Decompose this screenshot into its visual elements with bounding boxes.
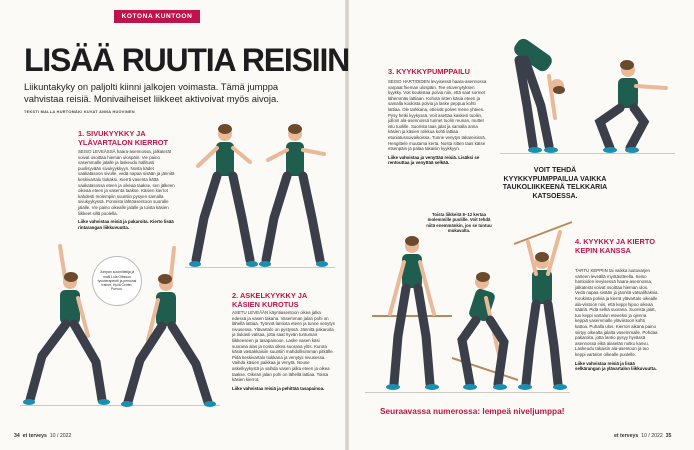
step-4-bold: Liike vahvistaa reisiä ja lisää selkärangan ja ylävartalon liikkuvuutta. [575,360,657,372]
floor-line [365,392,570,393]
credits: TEKSTI MALLA HURTOMÄKI KUVAT ANNA HUOVINEN [24,110,135,114]
footer-right [614,433,671,439]
next-issue-teaser: Seuraavassa numerossa: lempeä niveljumppa! [380,406,565,416]
step-2-body: ASETU LEVEÄÄN käyntiasentoon oikea jalka edessä ja vasen takana. Vasemman jalan pohi on lähellä lattiaa. Työnnä lantiota eteen ja tunne venytys nivusessa. Ylävartalo on pystyssä. Jännitä pakaroita ja tiukasti vatsaa, jotta saat hyvän tuntuman liikkeeseen ja tasapainoon. Laske vasen käsi suorana alas ja nosta oikea suorana ylös. Kurota käsiä vastakkaisiin suuntiin mahdollisimman pitkälle. Pidä keskivartalo tiukkana ja venytys nivusessa. Vaihda käsien paikkaa ja venytä. Nouse askelkyykystä ja vaihda vasen jalka eteen ja oikea taakse. Oikean jalan pohi on lähellä lattiaa. Toista käsien kierrot. [232,310,335,383]
exercise-3-photo-a [505,42,575,154]
step-2-title: 2. ASKELKYYKKY JA KÄSIEN KUROTUS [232,291,307,309]
step-4-body: TARTU KEPPIIN tai vaikka luutuvarjen varteen leveällä myötäotteella. Seiso hartioiden levyisessä haara-asennossa, jalkaterät voivat osoittaa hieman ulos. Vedä napaa sisään ja jännitä vatsalihaksia. Koukista polvia ja kierrä ylävartalo oikealle ala-viistoon niin, että keppi hipoo oikeaa sääriä. Pidä selkä suorana. Suorista jalat, tuo keppi vartalon eteeeksi ja ojenna keppiä vasemmalle yläviistoon kohti kattoa. Puhalla ulos. Kierron aikana paino siirtyy oikealta jalalta vasemmalle. Pohdaa pakaroita, jotta lantio pysyy hyvässä asennossa eikä alaselän notko kasvu. Laskeudu takaisin ala-asentoon ja tuo keppi vartalon oikealle puolelle. [575,268,659,357]
exercise-4-photo-a [372,232,452,392]
headline: LISÄÄ RUUTIA REISIIN [24,42,350,78]
step-4-text [575,268,659,372]
step-1-title: 1. SIVUKYYKKY JA YLÄVARTALON KIERROT [78,129,169,147]
trainer-bubble: Jumpan suunnittelija ja malli Lola Olbsson fysioterapeutti ja personal trainer, Hyvä Center, Porvoo. [92,256,142,306]
tip-callout: VOIT TEHDÄ KYYKKYPUMPPAILUA VAIKKA TAUKOLIIKKEENÄ TELKKARIA KATSOESSA. [502,167,608,200]
footer-left [14,433,71,439]
step-2-text [232,310,336,391]
step-1-body: SEISO LEVEÄSSÄ haara-asennossa, jalkaterät voivat osoittaa hieman ulospäin. Vie paino vasemmalle jalalle ja laskeudu hallitusti puolisyvään sivukyykkyyn. Nosta kädet vaakatasoon sivulle, vedä napaa sisään ja jännitä keskivartalo tiukaksi. Kierrä vasenta kättä vaakatasossa eteen ja oikeaa taakse, sen jälkeen oikeaa eteen ja vasenta taakse. Käsien kierrot kahdesti molempiin suuntiin pysyen samalla sivukyykyssä. Ponnista lähtöasentoon suoralle jalalle. Vie paino oikealle jalalle ja toista käsien liikkeet sillä puolella. [78,149,175,216]
issue-right: 10 / 2022 [641,433,663,439]
issue-left: 10 / 2022 [49,433,72,439]
page-number-right: 35 [665,433,672,439]
step-3-body: SEISO HARTIOIDEN levyisessä haara-asennossa varpaat hieman ulospäin. Tee etuvenytyksen kyykky. Voit koukistaa polvia niin, että saat sormet lähemmäs lattiaan. Kohota sitten käsia eteen ja samalla koukista polvia ja laske peppua kohti lattiaa. Ole tarkkana, etteivät polvet mene yhteen. Pysy hetki kyykyssä. Voit asettaa kaskesi tuoliin, jolloin ala-asennossa tunnet tuolin reunan, muttet istu tuolille. Suorista taas jalat ja samalla anna käsien ja käsien roikkua kohti lattiaa etuniatussuivaikoissa. Tunne venytys takareisissä. Hengittele muutama kerta. Nosta sitten taas kätse etsenpäin ja palaa takaisin kyykkyyn. [388,79,487,152]
step-1-bold: Liike vahvistaa reisiä ja pakaroita. Kierto lisää rintarangan liikkuvuutta. [78,219,174,230]
ingress-text: Liikuntakyky on paljolti kiinni jalkojen voimasta. Tämä jumppa vahvistaa reisiä. Monivaiheiset liikkeet aktivoivat myös aivoja. [24,81,279,104]
exercise-1-photo-b [262,122,332,268]
exercise-1-photo-a [190,122,260,268]
repeat-callout: Toista liikkeitä 8–12 kertaa molemmille puolille. Voit tehdä niitä enemmänkin, jos se tuntuu mukavalta. [426,212,492,234]
step-3-text [388,79,488,166]
exercise-2-photo-b [118,248,218,408]
step-1-text [78,149,176,230]
step-2-bold: Liike vahvistaa reisiä ja pehittää tasapainoa. [232,385,325,391]
step-4-title: 4. KYYKKY JA KIERTO KEPIN KANSSA [575,237,655,255]
brand-right: et terveys [614,433,639,439]
step-3-title: 3. KYYKKYPUMPPAILU [388,67,470,76]
brand-left: et terveys [22,433,47,439]
section-tab: KOTONA KUNTOON [114,10,200,23]
exercise-4-photo-c [508,222,574,392]
page-number-left: 34 [14,433,20,439]
exercise-3-photo-b [590,60,670,154]
exercise-2-photo-a [22,244,112,406]
step-3-bold: Liike vahvistaa ja venyttää reisiä. Lisäksi se rentouttaa ja venyttää selkää. [388,154,480,166]
